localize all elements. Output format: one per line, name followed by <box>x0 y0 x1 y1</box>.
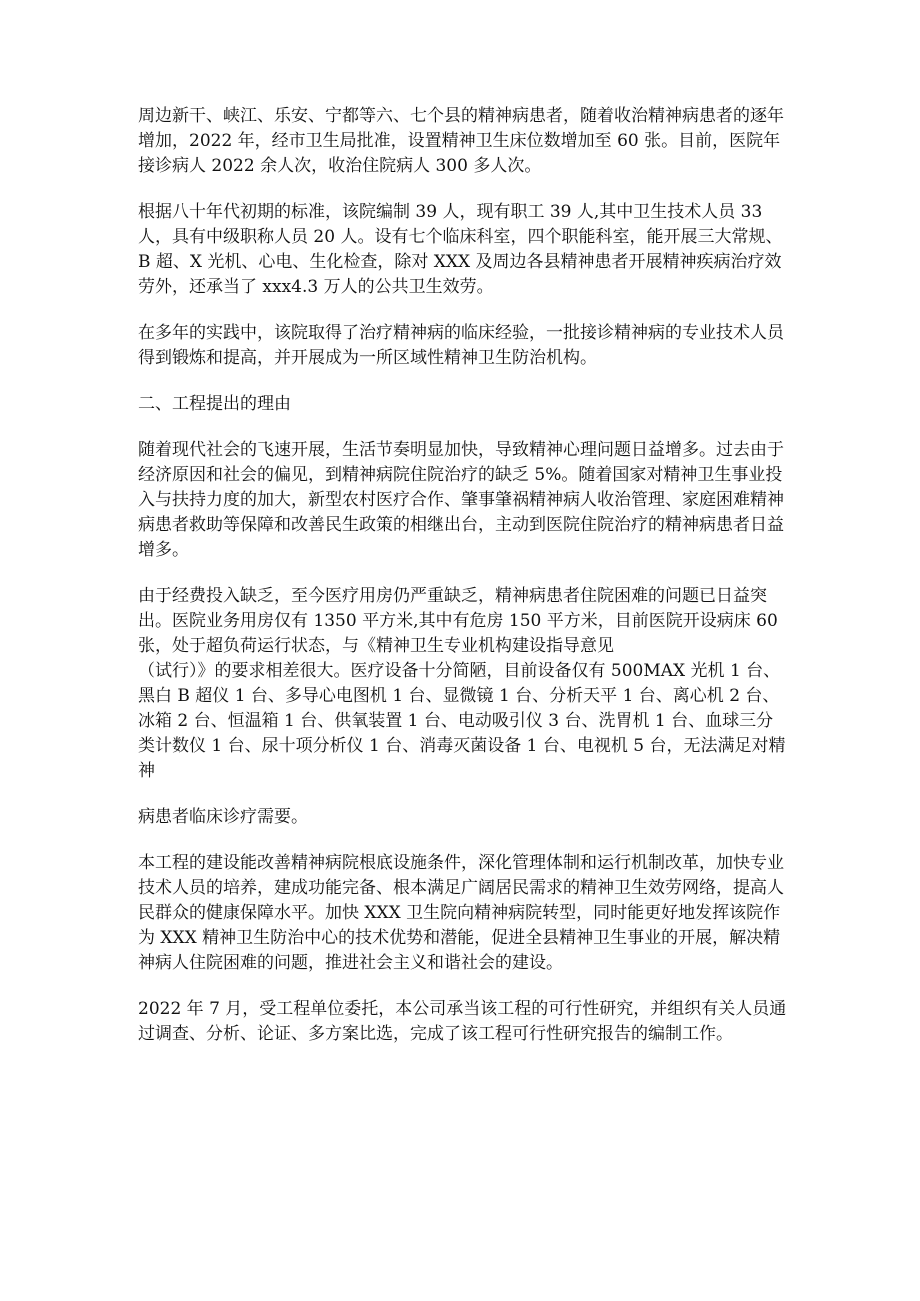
section-heading: 二、工程提出的理由 <box>138 394 291 414</box>
paragraph-commission: 2022 年 7 月，受工程单位委托，本公司承当该工程的可行性研究，并组织有关人员通过调查、分析、论证、多方案比选，完成了该工程可行性研究报告的编制工作。 <box>138 999 787 1044</box>
paragraph-project-benefits: 本工程的建设能改善精神病院根底设施条件，深化管理体制和运行机制改革，加快专业技术人员的培养，建成功能完备、根本满足广阔居民需求的精神卫生效劳网络，提高人民群众的健康保障水平。加快 XXX 卫生院向精神病院转型，同时能更好地发挥该院作为 XXX 精神卫生防治中心的技术优势和潜能，促进全县精神卫生事业的开展，解决精神病人住院困难的问题，推进社会主义和谐社会的建设。 <box>138 853 784 973</box>
paragraph-experience: 在多年的实践中，该院取得了治疗精神病的临床经验，一批接诊精神病的专业技术人员得到锻炼和提高，并开展成为一所区域性精神卫生防治机构。 <box>138 323 784 368</box>
paragraph-hospital-overview: 周边新干、峡江、乐安、宁都等六、七个县的精神病患者，随着收治精神病患者的逐年增加，2022 年，经市卫生局批准，设置精神卫生床位数增加至 60 张。目前，医院年接诊病人 2022 余人次，收治住院病人 300 多人次。 <box>138 106 784 176</box>
paragraph-staffing: 根据八十年代初期的标准，该院编制 39 人，现有职工 39 人,其中卫生技术人员 33 人，具有中级职称人员 20 人。设有七个临床科室，四个职能科室，能开展三大常规、B 超、X 光机、心电、生化检查，除对 XXX 及周边各县精神患者开展精神疾病治疗效劳外，还承当了 xxx4.3 万人的公共卫生效劳。 <box>138 202 783 297</box>
document-page <box>138 104 788 1068</box>
paragraph-clinical-needs: 病患者临床诊疗需要。 <box>138 807 308 827</box>
paragraph-background: 随着现代社会的飞速开展，生活节奏明显加快，导致精神心理问题日益增多。过去由于经济原因和社会的偏见，到精神病院住院治疗的缺乏 5%。随着国家对精神卫生事业投入与扶持力度的加大，新型农村医疗合作、肇事肇祸精神病人收治管理、家庭困难精神病患者救助等保障和改善民生政策的相继出台，主动到医院住院治疗的精神病患者日益增多。 <box>138 440 784 560</box>
paragraph-facilities: 由于经费投入缺乏，至今医疗用房仍严重缺乏，精神病患者住院困难的问题已日益突出。医院业务用房仅有 1350 平方米,其中有危房 150 平方米，目前医院开设病床 60 张，处于超负荷运行状态，与《精神卫生专业机构建设指导意见 （试行）》的要求相差很大。医疗设备十分简陋，目前设备仅有 500MAX 光机 1 台、黑白 B 超仪 1 台、多导心电图机 1 台、显微镜 1 台、分析天平 1 台、离心机 2 台、冰箱 2 台、恒温箱 1 台、供氧装置 1 台、电动吸引仪 3 台、洗胃机 1 台、血球三分类计数仪 1 台、尿十项分析仪 1 台、消毒灭菌设备 1 台、电视机 5 台，无法满足对精神 <box>138 586 786 781</box>
